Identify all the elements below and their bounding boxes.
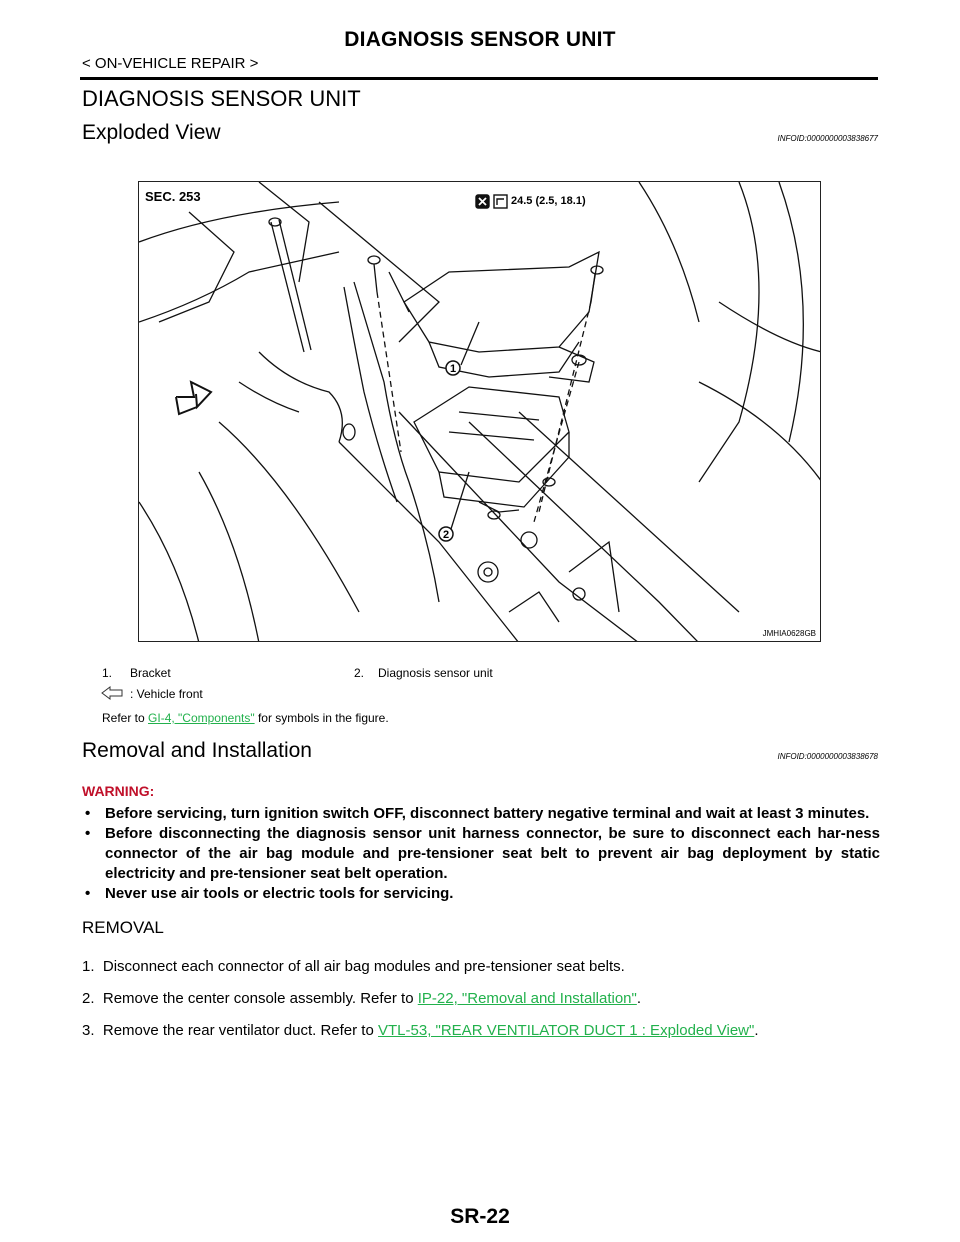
figure-section-label: SEC. 253 (145, 189, 201, 204)
header-divider (80, 77, 878, 80)
step-number: 1. (82, 958, 95, 975)
legend-item-1-num: 1. (102, 666, 113, 680)
step-text: Disconnect each connector of all air bag modules and pre-tensioner seat belts. (102, 958, 625, 975)
legend-refer-prefix: Refer to (102, 711, 149, 725)
exploded-view-infoid: INFOID:0000000003838677 (777, 134, 878, 143)
step-number: 3. (82, 1022, 95, 1039)
vtl-53-link[interactable]: VTL-53, "REAR VENTILATOR DUCT 1 : Exploded View" (378, 1022, 755, 1039)
breadcrumb: < ON-VEHICLE REPAIR > (82, 55, 259, 72)
step-text: Remove the rear ventilator duct. Refer to (102, 1022, 378, 1039)
removal-installation-heading: Removal and Installation (82, 739, 312, 762)
step-suffix: . (754, 1022, 759, 1039)
components-link[interactable]: GI-4, "Components" (148, 711, 255, 725)
bullet-mark: • (85, 805, 91, 822)
torque-value: 24.5 (2.5, 18.1) (511, 195, 586, 207)
legend-refer-suffix: for symbols in the figure. (254, 711, 389, 725)
warning-bullet (82, 804, 880, 824)
vehicle-front-legend-icon (101, 686, 123, 700)
warning-bullets (82, 804, 880, 904)
legend-refer (102, 711, 389, 725)
torque-symbol-icon (476, 195, 507, 208)
page-number: SR-22 (450, 1205, 510, 1228)
exploded-view-illustration (139, 182, 821, 642)
warning-bullet-text: Never use air tools or electric tools for servicing. (105, 885, 454, 902)
step-number: 2. (82, 990, 95, 1007)
removal-heading: REMOVAL (82, 918, 164, 937)
legend-item-2-label: Diagnosis sensor unit (378, 666, 493, 680)
removal-installation-infoid: INFOID:0000000003838678 (777, 752, 878, 761)
warning-bullet-text: Before disconnecting the diagnosis sensor unit harness connector, be sure to disconnect each har-ness connector of the air bag module and pre-tensioner seat belt to prevent air bag deployment by static electricity and pre-tensioner seat belt operation. (105, 825, 880, 882)
vehicle-front-arrow-icon (176, 382, 211, 414)
warning-bullet-text: Before servicing, turn ignition switch OFF, disconnect battery negative terminal and wait at least 3 minutes. (105, 805, 870, 822)
legend-item-2-num: 2. (354, 666, 365, 680)
removal-step-3 (82, 1022, 759, 1039)
exploded-view-heading: Exploded View (82, 121, 221, 144)
warning-bullet (82, 824, 880, 884)
section-title: DIAGNOSIS SENSOR UNIT (82, 86, 361, 111)
figure-code: JMHIA0628GB (762, 629, 816, 638)
callout-1: 1 (449, 363, 457, 375)
exploded-view-figure (138, 181, 821, 642)
ip-22-link[interactable]: IP-22, "Removal and Installation" (417, 990, 637, 1007)
warning-bullet (82, 884, 880, 904)
step-text: Remove the center console assembly. Refer to (102, 990, 418, 1007)
removal-step-2 (82, 990, 641, 1007)
step-suffix: . (636, 990, 642, 1007)
bullet-mark: • (85, 825, 91, 842)
legend-vehicle-front: : Vehicle front (130, 687, 203, 701)
removal-step-1 (82, 958, 625, 975)
callout-2: 2 (442, 529, 450, 541)
page-header-title: DIAGNOSIS SENSOR UNIT (344, 28, 616, 51)
bullet-mark: • (85, 885, 91, 902)
warning-label: WARNING: (82, 783, 155, 799)
legend-item-1-label: Bracket (130, 666, 171, 680)
